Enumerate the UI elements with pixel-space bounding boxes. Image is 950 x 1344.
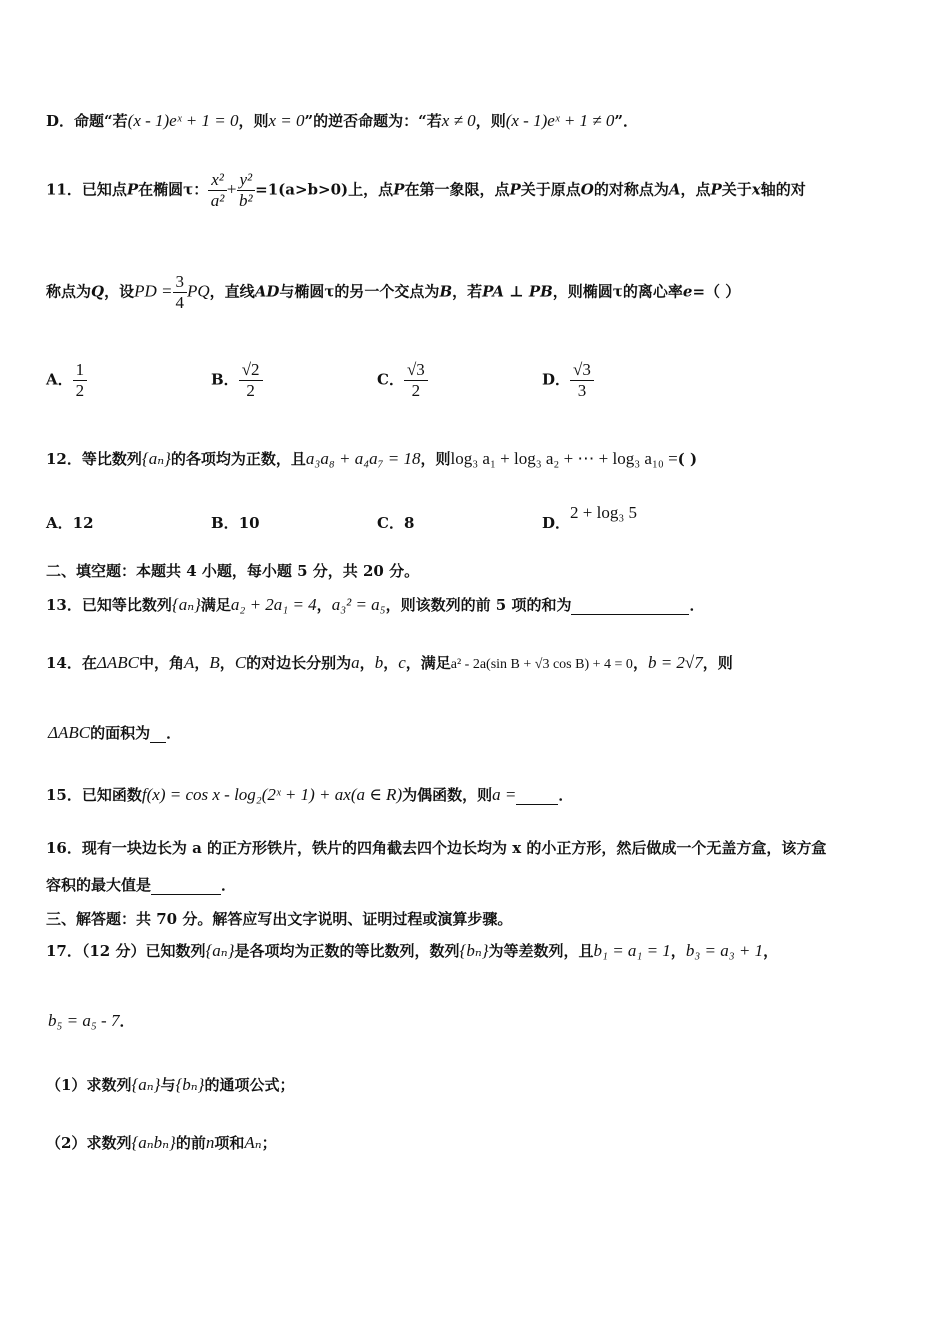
q12-option-d[interactable] bbox=[542, 502, 638, 532]
math: b₅ = a₅ - 7 bbox=[48, 1011, 120, 1030]
text: =1(a>b>0)上，点 bbox=[255, 180, 394, 199]
fraction bbox=[237, 170, 256, 211]
math: {aₙ} bbox=[141, 449, 171, 468]
var: A bbox=[668, 180, 681, 199]
var: O bbox=[580, 180, 594, 199]
question-number: 11． bbox=[46, 180, 82, 199]
option-label: D． bbox=[46, 112, 75, 130]
numerator: √2 bbox=[239, 360, 263, 381]
math: {bₙ} bbox=[459, 941, 489, 960]
var: Q bbox=[91, 282, 105, 301]
q17-sub2 bbox=[46, 1132, 277, 1153]
text: 称点为 bbox=[46, 282, 92, 301]
text: ， bbox=[359, 654, 375, 672]
text: ． bbox=[119, 1012, 135, 1030]
var: P bbox=[509, 180, 521, 199]
text: 为等差数列，且 bbox=[488, 942, 594, 960]
option-label: A． bbox=[46, 514, 73, 532]
subquestion-label: （2） bbox=[46, 1134, 87, 1152]
var: b bbox=[374, 653, 384, 672]
option-text: 8 bbox=[403, 514, 415, 532]
denominator: 2 bbox=[411, 381, 421, 400]
text: =（ ） bbox=[692, 282, 741, 301]
var: C bbox=[234, 653, 247, 672]
denominator: 2 bbox=[75, 381, 85, 400]
q14-stem-line2 bbox=[48, 722, 181, 743]
fraction bbox=[173, 272, 188, 313]
var: PA ⊥ PB bbox=[482, 282, 553, 301]
math: b₁ = a₁ = 1 bbox=[593, 941, 671, 960]
text: 在椭圆τ： bbox=[138, 180, 209, 199]
text: 是各项均为正数的等比数列，数列 bbox=[234, 942, 460, 960]
q13-stem bbox=[46, 594, 704, 615]
q16-stem-line1 bbox=[46, 837, 826, 858]
var: P bbox=[126, 180, 139, 199]
subquestion-label: （1） bbox=[46, 1076, 87, 1094]
text: ，则 bbox=[475, 112, 506, 130]
text: ，若 bbox=[452, 282, 483, 301]
math: a² - 2a(sin B + √3 cos B) + 4 = 0 bbox=[450, 657, 633, 672]
numerator: x² bbox=[208, 170, 227, 191]
q17-stem-line1 bbox=[46, 940, 778, 961]
option-text: 12 bbox=[72, 514, 94, 532]
text: ． bbox=[166, 724, 182, 742]
var: a bbox=[351, 653, 360, 672]
answer-blank[interactable] bbox=[516, 786, 558, 805]
numerator: 3 bbox=[173, 272, 188, 293]
text: 已知等比数列 bbox=[81, 596, 172, 614]
text: ，满足 bbox=[405, 654, 451, 672]
text: 命题“若 bbox=[74, 112, 128, 130]
var: AD bbox=[254, 282, 280, 301]
answer-blank[interactable] bbox=[150, 724, 166, 743]
answer-blank[interactable] bbox=[151, 876, 221, 895]
section-header-solutions: 三、解答题：共 70 分。解答应写出文字说明、证明过程或演算步骤。 bbox=[46, 910, 513, 928]
math: PD = bbox=[134, 281, 173, 301]
text: ， bbox=[383, 654, 399, 672]
text: 已知数列 bbox=[145, 942, 206, 960]
text: 项和 bbox=[214, 1134, 245, 1152]
math: a₃a₈ + a₄a₇ = 18 bbox=[305, 449, 421, 468]
text: ，则 bbox=[702, 654, 733, 672]
q11-option-b[interactable] bbox=[211, 360, 263, 401]
denominator: 3 bbox=[577, 381, 587, 400]
var: B bbox=[439, 282, 453, 301]
text: ，直线 bbox=[209, 282, 255, 301]
var: A bbox=[184, 653, 195, 672]
q11-option-c[interactable] bbox=[377, 360, 428, 401]
text: ． bbox=[689, 596, 705, 614]
text: 已知函数 bbox=[81, 786, 142, 804]
text: 与 bbox=[160, 1076, 176, 1094]
text: 轴的对 bbox=[760, 180, 806, 199]
var: x bbox=[751, 180, 761, 199]
score: （12 分） bbox=[81, 942, 146, 960]
text: ，则 bbox=[420, 450, 451, 468]
q17-stem-line2 bbox=[48, 1010, 134, 1031]
math: b₃ = a₃ + 1 bbox=[685, 941, 764, 960]
text: ，则该数列的前 5 项的和为 bbox=[385, 596, 572, 614]
operator: + bbox=[226, 179, 237, 199]
q17-sub1 bbox=[46, 1074, 294, 1095]
math: a = bbox=[492, 785, 517, 804]
math: PQ bbox=[187, 281, 210, 301]
math: ΔABC bbox=[96, 653, 139, 672]
text: ， bbox=[316, 596, 332, 614]
text: 的面积为 bbox=[90, 724, 151, 742]
option-label: D． bbox=[542, 514, 571, 532]
text: 满足 bbox=[200, 596, 231, 614]
text: 在 bbox=[81, 654, 97, 672]
option-text: 2 + log₃ 5 bbox=[570, 503, 638, 522]
text: 求数列 bbox=[86, 1076, 132, 1094]
text: 中，角 bbox=[138, 654, 184, 672]
text: ， bbox=[670, 942, 686, 960]
text: ( ) bbox=[677, 450, 698, 468]
text: ，点 bbox=[680, 180, 711, 199]
text: 在第一象限，点 bbox=[404, 180, 510, 199]
option-label: B． bbox=[211, 370, 239, 389]
denominator: 4 bbox=[175, 293, 184, 312]
q16-stem-line2 bbox=[46, 874, 236, 895]
q11-stem-line1 bbox=[46, 170, 806, 211]
text: ”的逆否命题为：“若 bbox=[304, 112, 442, 130]
text: 为偶函数，则 bbox=[402, 786, 493, 804]
option-label: D． bbox=[542, 370, 571, 389]
var: e bbox=[682, 282, 693, 301]
question-number: 14． bbox=[46, 654, 82, 672]
var: P bbox=[710, 180, 722, 199]
q12-option-c[interactable] bbox=[377, 512, 414, 533]
fraction bbox=[570, 360, 594, 401]
q12-stem bbox=[46, 448, 697, 469]
option-label: C． bbox=[377, 514, 404, 532]
numerator: √3 bbox=[570, 360, 594, 381]
numerator: 1 bbox=[73, 360, 88, 381]
fraction bbox=[73, 360, 88, 401]
math: {aₙbₙ} bbox=[131, 1133, 176, 1152]
question-number: 12． bbox=[46, 450, 82, 468]
text: 容积的最大值是 bbox=[46, 876, 152, 894]
text: ，则椭圆τ的离心率 bbox=[552, 282, 683, 301]
math: {aₙ} bbox=[171, 595, 201, 614]
math: {bₙ} bbox=[175, 1075, 205, 1094]
question-number: 17． bbox=[46, 942, 82, 960]
q11-stem-line2 bbox=[46, 272, 740, 313]
text: 的前 bbox=[175, 1134, 206, 1152]
fraction bbox=[208, 170, 227, 211]
text: ， bbox=[763, 942, 779, 960]
math: log₃ a₁ + log₃ a₂ + ⋯ + log₃ a₁₀ = bbox=[450, 449, 678, 468]
numerator: √3 bbox=[404, 360, 428, 381]
text: 的通项公式； bbox=[204, 1076, 295, 1094]
option-label: A． bbox=[46, 370, 73, 389]
math: x = 0 bbox=[268, 111, 305, 130]
question-number: 16． bbox=[46, 839, 82, 857]
section-header-fill-in: 二、填空题：本题共 4 小题，每小题 5 分，共 20 分。 bbox=[46, 562, 420, 580]
var: n bbox=[205, 1133, 215, 1152]
text: ，设 bbox=[104, 282, 135, 301]
text: 已知点 bbox=[81, 180, 127, 199]
option-label: C． bbox=[377, 370, 404, 389]
text: 求数列 bbox=[86, 1134, 132, 1152]
text: ， bbox=[219, 654, 235, 672]
question-number: 13． bbox=[46, 596, 82, 614]
text: ，则 bbox=[238, 112, 269, 130]
text: 的对边长分别为 bbox=[246, 654, 352, 672]
math: a₃² = a₅ bbox=[331, 595, 386, 614]
q15-stem bbox=[46, 784, 573, 805]
math: {aₙ} bbox=[131, 1075, 161, 1094]
text: ”． bbox=[614, 112, 639, 130]
denominator: a² bbox=[210, 191, 225, 210]
fraction bbox=[404, 360, 428, 401]
var: Aₙ bbox=[244, 1133, 262, 1152]
text: ， bbox=[194, 654, 210, 672]
math: (x - 1)eˣ + 1 = 0 bbox=[127, 111, 239, 130]
var: B bbox=[209, 653, 220, 672]
q12-option-a[interactable] bbox=[46, 512, 94, 533]
text: ， bbox=[632, 654, 648, 672]
var: P bbox=[393, 180, 405, 199]
text: ． bbox=[221, 876, 237, 894]
text: 的对称点为 bbox=[593, 180, 669, 199]
text: ． bbox=[558, 786, 574, 804]
math: (x - 1)eˣ + 1 ≠ 0 bbox=[505, 111, 615, 130]
denominator: 2 bbox=[246, 381, 255, 400]
denominator: b² bbox=[239, 191, 253, 210]
numerator: y² bbox=[237, 170, 256, 191]
q11-option-d[interactable] bbox=[542, 360, 594, 401]
var: c bbox=[398, 653, 406, 672]
text: 等比数列 bbox=[81, 450, 142, 468]
math: b = 2√7 bbox=[647, 653, 703, 672]
math: a₂ + 2a₁ = 4 bbox=[230, 595, 317, 614]
q11-option-a[interactable] bbox=[46, 360, 87, 401]
math: x ≠ 0 bbox=[441, 111, 476, 130]
fraction bbox=[239, 360, 263, 401]
answer-blank[interactable] bbox=[571, 596, 689, 615]
q10-option-d bbox=[46, 110, 638, 131]
math: {aₙ} bbox=[205, 941, 235, 960]
text: 的各项均为正数，且 bbox=[170, 450, 306, 468]
math: f(x) = cos x - log₂(2ˣ + 1) + ax(a ∈ R) bbox=[141, 785, 403, 804]
text: 现有一块边长为 a 的正方形铁片，铁片的四角截去四个边长均为 x 的小正方形，然后做成一个无盖方盒，该方盒 bbox=[81, 839, 827, 857]
math: ΔABC bbox=[48, 723, 91, 742]
q14-stem-line1 bbox=[46, 652, 733, 673]
option-text: 10 bbox=[238, 514, 260, 532]
text: ； bbox=[261, 1134, 277, 1152]
q12-option-b[interactable] bbox=[211, 512, 260, 533]
text: 关于原点 bbox=[520, 180, 581, 199]
text: 与椭圆τ的另一个交点为 bbox=[279, 282, 440, 301]
text: 关于 bbox=[721, 180, 752, 199]
question-number: 15． bbox=[46, 786, 82, 804]
option-label: B． bbox=[211, 514, 239, 532]
